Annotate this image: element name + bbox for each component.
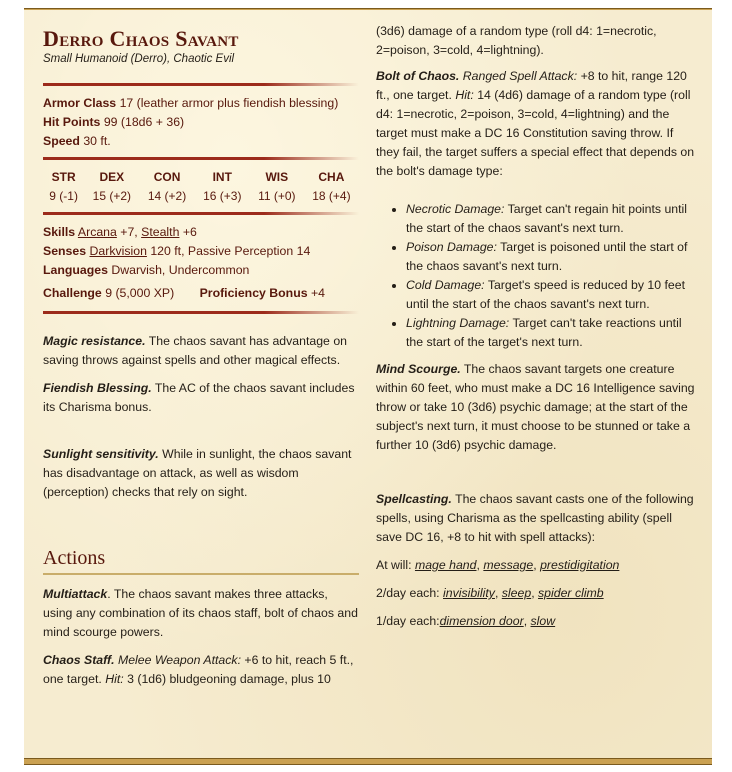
spell-link[interactable]: sleep xyxy=(501,586,532,600)
left-column xyxy=(43,22,359,698)
spell-line: At will: mage hand, message, prestidigitation xyxy=(376,558,620,572)
ability-score-int: 16 (+3) xyxy=(203,189,242,203)
spell-link[interactable]: dimension door xyxy=(439,614,524,628)
action-bolt-of-chaos: Bolt of Chaos. Ranged Spell Attack: +8 to hit, range 120 ft., one target. Hit: 14 (4d6) damage of a random type (roll d4: 1=necrotic, 2=poison, 3=cold, 4=lightning) and the target must make a DC 16 Constitution saving throw. If they fail, the target suffers a special effect that depends on the bolt's damage type: xyxy=(376,69,695,178)
stealth-link[interactable]: Stealth xyxy=(141,225,180,239)
actions-heading: Actions xyxy=(43,547,106,569)
ability-score-wis: 11 (+0) xyxy=(258,189,296,203)
ability-name-con: CON xyxy=(153,170,181,184)
attribute-hit-points: Hit Points 99 (18d6 + 36) xyxy=(43,115,185,129)
attributes xyxy=(43,94,359,151)
creature-type: Small Humanoid (Derro), Chaotic Evil xyxy=(43,53,235,65)
spell-line: 2/day each: invisibility, sleep, spider climb xyxy=(376,586,604,600)
action-multiattack: Multiattack. The chaos savant makes three attacks, using any combination of its chaos staff, bolt of chaos and mind scourge powers. xyxy=(43,587,358,639)
arcana-link[interactable]: Arcana xyxy=(77,225,117,239)
spell-line: 1/day each:dimension door, slow xyxy=(376,614,556,628)
action-mind-scourge: Mind Scourge. The chaos savant targets one creature within 60 feet, who must make a DC 16 Intelligence saving throw or take 10 (3d6) psychic damage; at the start of the subject's next turn, it must choose to be stunned or take a further 10 (3d6) psychic damage. xyxy=(376,362,695,452)
creature-name: Derro Chaos Savant xyxy=(43,26,239,51)
spell-link[interactable]: spider climb xyxy=(538,586,604,600)
ability-name-int: INT xyxy=(212,170,232,184)
spell-list xyxy=(376,556,698,631)
spell-link[interactable]: message xyxy=(483,558,534,572)
divider xyxy=(43,212,359,215)
senses-line: Senses Darkvision 120 ft, Passive Perception 14 xyxy=(43,244,311,258)
languages-line: Languages Dwarvish, Undercommon xyxy=(43,263,250,277)
divider xyxy=(43,157,359,160)
darkvision-link[interactable]: Darkvision xyxy=(89,244,147,258)
challenge-line: Challenge 9 (5,000 XP) Proficiency Bonus +4 xyxy=(43,286,325,300)
spell-link[interactable]: prestidigitation xyxy=(540,558,620,572)
attribute-armor-class: Armor Class 17 (leather armor plus fiendish blessing) xyxy=(43,96,339,110)
chaos-staff-continued: (3d6) damage of a random type (roll d4: 1=necrotic, 2=poison, 3=cold, 4=lightning). xyxy=(376,24,657,57)
heading-underline xyxy=(43,573,359,575)
effect-lightning: • Lightning Damage: Target can't take reactions until the start of the target's next turn. xyxy=(406,314,698,352)
ability-scores xyxy=(43,168,359,206)
spell-link[interactable]: slow xyxy=(530,614,556,628)
divider xyxy=(43,311,359,314)
effect-poison: • Poison Damage: Target is poisoned until the start of the chaos savant's next turn. xyxy=(406,238,698,276)
effect-cold: • Cold Damage: Target's speed is reduced by 10 feet until the start of the chaos savant's next turn. xyxy=(406,276,698,314)
ability-name-cha: CHA xyxy=(318,170,345,184)
bottom-border xyxy=(24,758,712,765)
action-spellcasting: Spellcasting. The chaos savant casts one of the following spells, using Charisma as the spellcasting ability (spell save DC 16, +8 to hit with spell attacks): xyxy=(376,492,694,544)
trait-sunlight-sensitivity: Sunlight sensitivity. While in sunlight, the chaos savant has disadvantage on attack, as well as wisdom (perception) checks that rely on sight. xyxy=(43,447,352,499)
spell-link[interactable]: invisibility xyxy=(443,586,495,600)
effect-necrotic: • Necrotic Damage: Target can't regain hit points until the start of the chaos savant's next turn. xyxy=(406,200,698,238)
attribute-speed: Speed 30 ft. xyxy=(43,134,111,148)
skills-line: Skills Arcana +7, Stealth +6 xyxy=(43,225,197,239)
ability-score-dex: 15 (+2) xyxy=(92,189,132,203)
right-column xyxy=(376,22,698,640)
trait-fiendish-blessing: Fiendish Blessing. The AC of the chaos savant includes its Charisma bonus. xyxy=(43,381,355,414)
ability-score-cha: 18 (+4) xyxy=(312,189,351,203)
action-chaos-staff: Chaos Staff. Melee Weapon Attack: +6 to hit, reach 5 ft., one target. Hit: 3 (1d6) bludgeoning damage, plus 10 xyxy=(43,653,354,686)
trait-magic-resistance: Magic resistance. The chaos savant has advantage on saving throws against spells and other magical effects. xyxy=(43,334,347,367)
ability-name-wis: WIS xyxy=(265,170,289,184)
ability-score-str: 9 (-1) xyxy=(49,189,78,203)
spell-link[interactable]: mage hand xyxy=(414,558,477,572)
ability-name-dex: DEX xyxy=(99,170,125,184)
divider xyxy=(43,83,359,86)
ability-score-con: 14 (+2) xyxy=(147,189,187,203)
damage-effects-list xyxy=(376,200,698,352)
ability-name-str: STR xyxy=(51,170,76,184)
